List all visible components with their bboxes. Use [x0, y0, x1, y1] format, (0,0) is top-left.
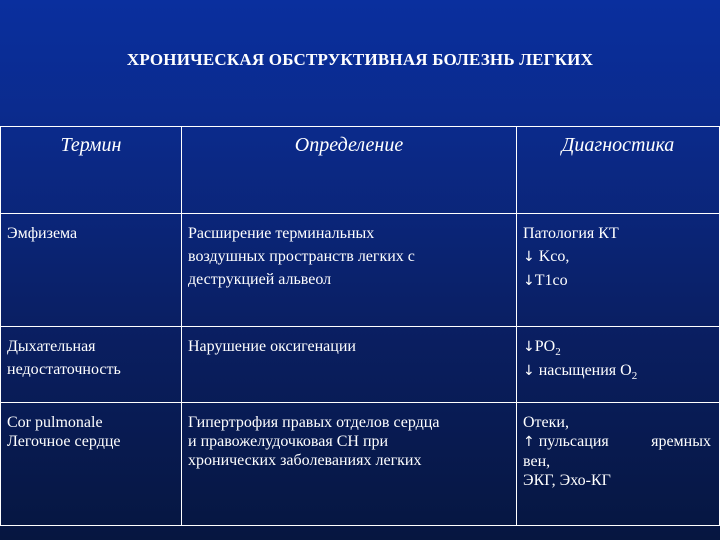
table-row [1, 327, 720, 402]
diagnostics-line: ↑ пульсация яремных [523, 432, 711, 450]
definition-cell [182, 327, 517, 402]
diagnostics-line: $↓PO_2$ [523, 338, 561, 359]
term-text: недостаточность [7, 361, 121, 379]
header-term: Термин [1, 127, 182, 214]
term-text: Дыхательная [7, 338, 96, 356]
diagnostics-line: Отеки, [523, 413, 569, 431]
term-cell [1, 402, 182, 525]
copd-table [0, 126, 720, 526]
diagnostics-line: ↓ Kco, [523, 248, 570, 266]
term-cell [1, 214, 182, 327]
diagnostics-line: ЭКГ, Эхо-КГ [523, 471, 611, 489]
term-text: Легочное сердце [7, 432, 121, 450]
term-text: Cor pulmonale [7, 413, 103, 431]
diagnostics-line: ↓T1co [523, 272, 568, 290]
definition-line: деструкцией альвеол [188, 271, 332, 289]
definition-line: воздушных пространств легких с [188, 248, 415, 266]
table-header-row [1, 127, 720, 214]
diagnostics-line: Патология КТ [523, 225, 619, 243]
header-definition: Определение [182, 127, 517, 214]
slide-title: ХРОНИЧЕСКАЯ ОБСТРУКТИВНАЯ БОЛЕЗНЬ ЛЕГКИХ [126, 50, 594, 69]
term-text: Эмфизема [7, 225, 78, 243]
definition-line: Расширение терминальных [188, 225, 375, 243]
diagnostics-line: ↓ насыщения $О_2$ [523, 362, 638, 383]
definition-line: Гипертрофия правых отделов сердца [188, 413, 440, 431]
table-row [1, 402, 720, 525]
down-arrow-icon: ↓ [523, 249, 535, 266]
definition-line: Нарушение оксигенации [188, 338, 356, 356]
up-arrow-icon: ↑ [523, 433, 535, 450]
diagnostics-cell [517, 327, 720, 402]
table-row [1, 214, 720, 327]
definition-cell [182, 214, 517, 327]
down-arrow-icon: ↓ [523, 339, 535, 356]
down-arrow-icon: ↓ [523, 273, 535, 290]
diagnostics-line: вен, [523, 452, 551, 470]
diagnostics-cell [517, 402, 720, 525]
definition-cell [182, 402, 517, 525]
definition-line: хронических заболеваниях легких [188, 451, 422, 469]
down-arrow-icon: ↓ [523, 363, 535, 380]
definition-line: и правожелудочковая СН при [188, 432, 389, 450]
term-cell [1, 327, 182, 402]
diagnostics-cell [517, 214, 720, 327]
header-diagnostics: Диагностика [517, 127, 720, 214]
